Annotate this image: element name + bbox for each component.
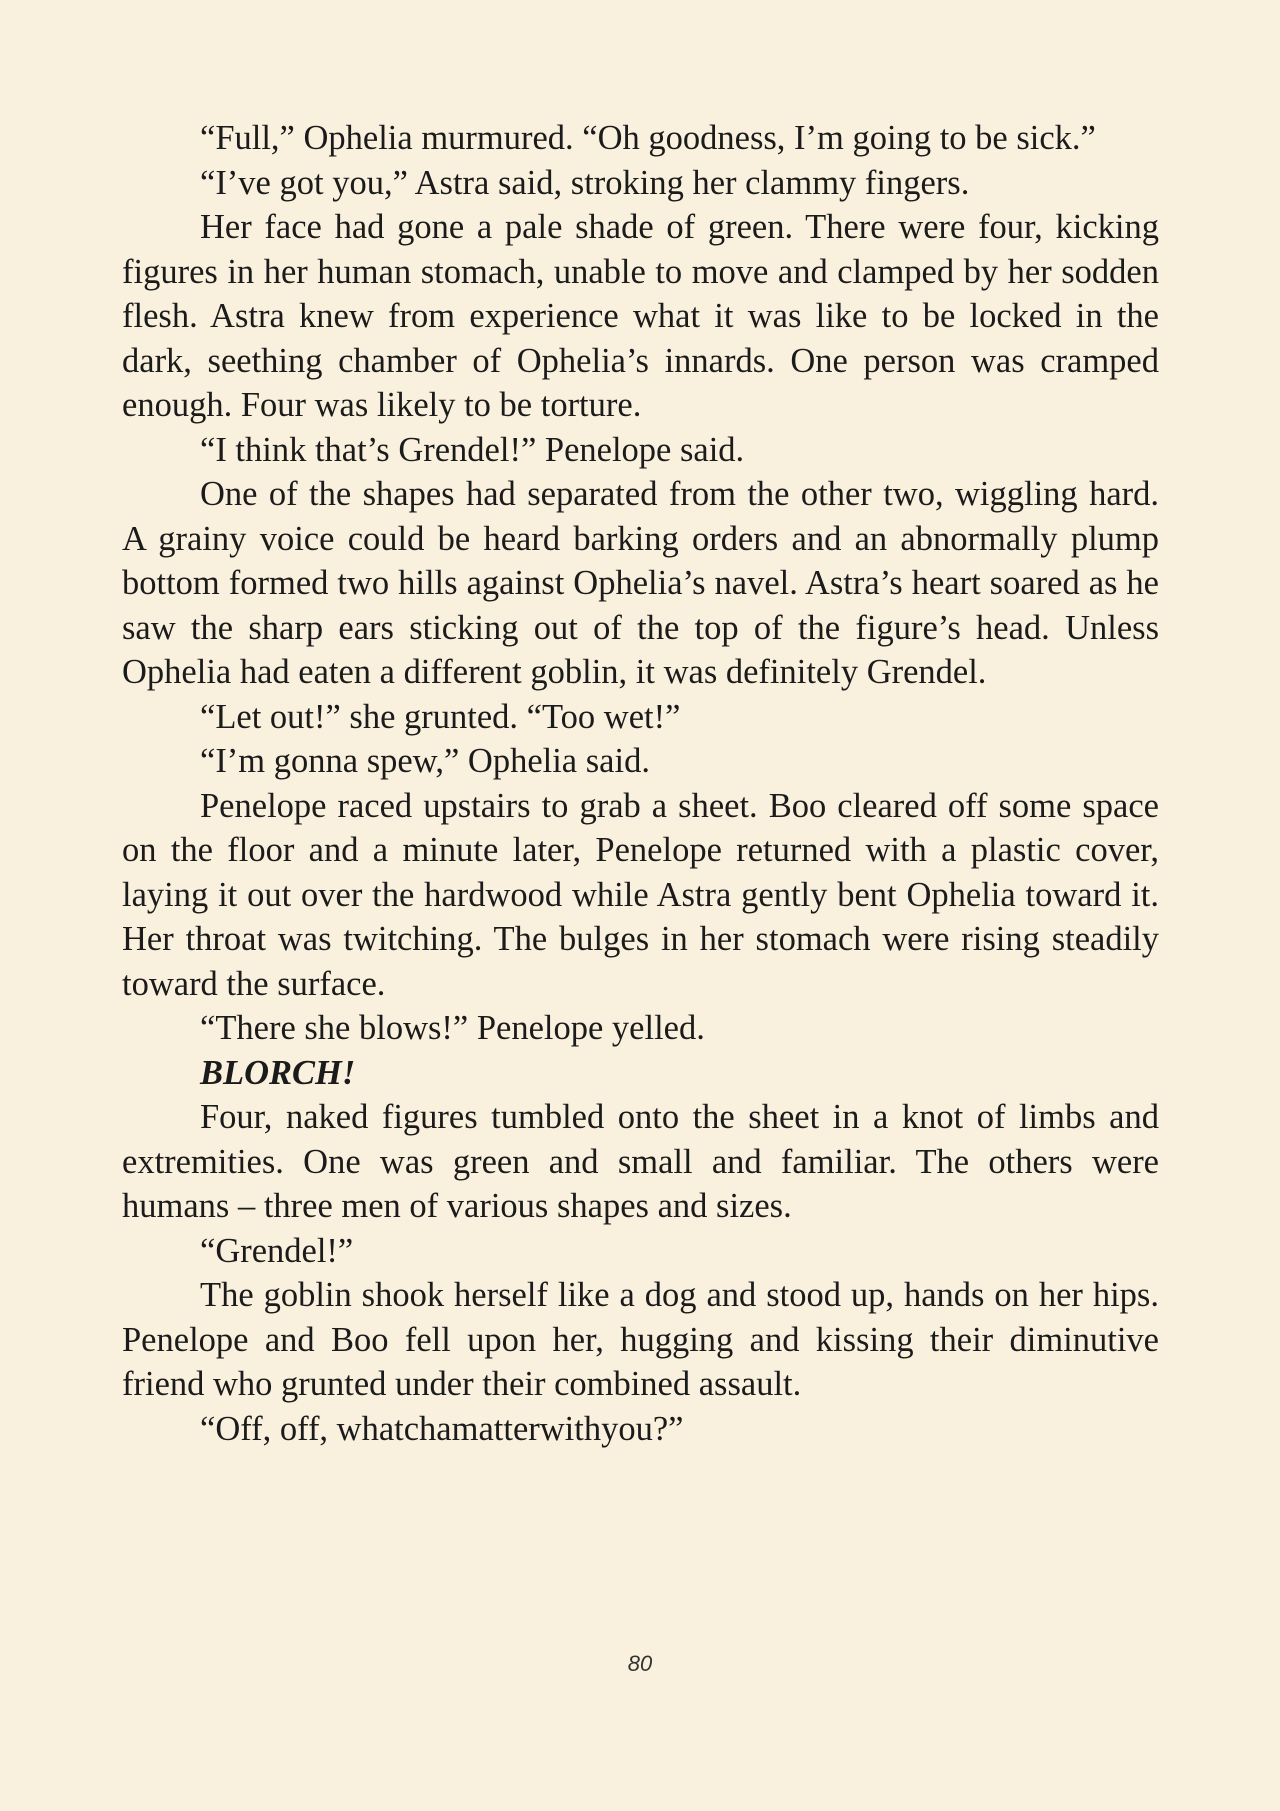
sound-effect-paragraph: BLORCH! xyxy=(200,1053,356,1092)
paragraph: “Grendel!” xyxy=(200,1231,354,1270)
page-number: 80 xyxy=(627,1651,653,1676)
paragraph: “I’m gonna spew,” Ophelia said. xyxy=(200,742,650,780)
paragraph: The goblin shook herself like a dog and stood up, hands on her hips. Penelope and Boo fell upon her, hugging and kissing their diminutive friend who grunted under their combined assault. xyxy=(122,1276,1159,1403)
page-body xyxy=(122,116,1159,1451)
paragraph: One of the shapes had separated from the other two, wiggling hard. A grainy voice could be heard barking orders and an abnormally plump bottom formed two hills against Ophelia’s navel. Astra’s heart soared as he saw the sharp ears sticking out of the top of the figure’s head. Unless Ophelia had eaten a different goblin, it was definitely Grendel. xyxy=(122,475,1159,691)
paragraph: “I think that’s Grendel!” Penelope said. xyxy=(200,430,745,469)
paragraph: “Off, off, whatchamatterwithyou?” xyxy=(200,1409,684,1448)
paragraph: “Full,” Ophelia murmured. “Oh goodness, I’m going to be sick.” xyxy=(200,119,1096,157)
paragraph: “I’ve got you,” Astra said, stroking her clammy fingers. xyxy=(200,163,970,202)
paragraph: Four, naked figures tumbled onto the sheet in a knot of limbs and extremities. One was green and small and familiar. The others were humans – three men of various shapes and sizes. xyxy=(122,1098,1159,1225)
paragraph: “There she blows!” Penelope yelled. xyxy=(200,1009,705,1047)
paragraph: Penelope raced upstairs to grab a sheet. Boo cleared off some space on the floor and a minute later, Penelope returned with a plastic cover, laying it out over the hardwood while Astra gently bent Ophelia toward it. Her throat was twitching. The bulges in her stomach were rising steadily toward the surface. xyxy=(122,786,1159,1003)
paragraph: Her face had gone a pale shade of green. There were four, kicking figures in her human stomach, unable to move and clamped by her sodden flesh. Astra knew from experience what it was like to be locked in the dark, seething chamber of Ophelia’s innards. One person was cramped enough. Four was likely to be torture. xyxy=(122,208,1159,424)
paragraph: “Let out!” she grunted. “Too wet!” xyxy=(200,697,681,736)
